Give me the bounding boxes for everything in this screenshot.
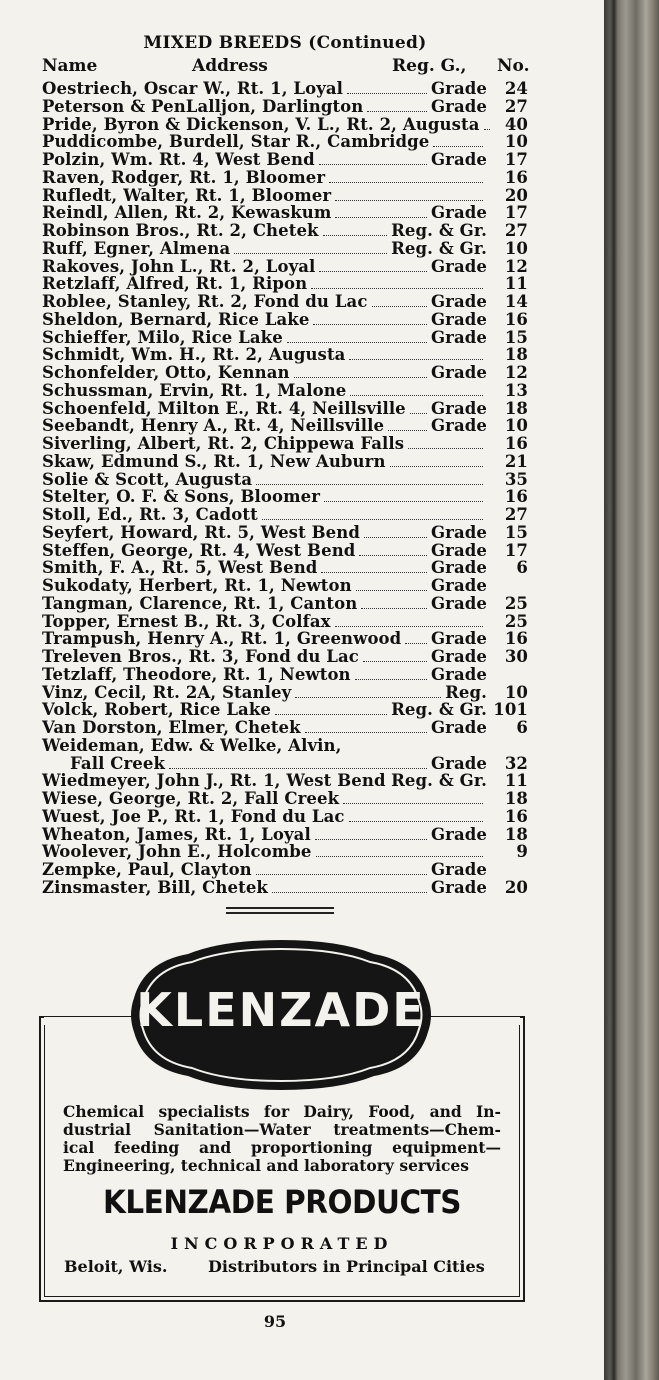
table-row (42, 577, 532, 595)
row-name-address: Retzlaff, Alfred, Rt. 1, Ripon (42, 274, 308, 294)
row-number: 6 (516, 718, 528, 737)
breeder-list (42, 80, 532, 897)
dot-leader (355, 679, 427, 680)
row-name-address: Sheldon, Bernard, Rice Lake (42, 309, 310, 329)
row-registration: Grade (430, 398, 487, 418)
dot-leader (356, 590, 427, 591)
table-row (42, 524, 532, 542)
dot-leader (321, 572, 427, 573)
table-row (42, 116, 532, 134)
table-row (42, 80, 532, 98)
dot-leader (315, 839, 427, 840)
table-row (42, 684, 532, 702)
dot-leader (256, 874, 427, 875)
row-name-address: Rufledt, Walter, Rt. 1, Bloomer (42, 185, 332, 205)
dot-leader (275, 714, 387, 715)
table-row (42, 240, 532, 258)
dot-leader (433, 146, 483, 147)
book-edge (604, 0, 659, 1380)
table-row (42, 346, 532, 364)
table-row (42, 169, 532, 187)
table-row (42, 187, 532, 205)
row-name-address: Solie & Scott, Augusta (42, 469, 253, 489)
ad-description-line: dustrial Sanitation—Water treatments—Chem- (63, 1120, 501, 1139)
row-name-address: Robinson Bros., Rt. 2, Chetek (42, 221, 319, 240)
row-name-address: Smith, F. A., Rt. 5, West Bend (42, 558, 318, 578)
dot-leader (343, 803, 483, 804)
row-name-address: Seyfert, Howard, Rt. 5, West Bend (42, 522, 361, 542)
dot-leader (305, 732, 427, 733)
row-name-address: Van Dorston, Elmer, Chetek (42, 718, 301, 737)
table-row (42, 808, 532, 826)
dot-leader (350, 395, 483, 396)
row-name-address: Schussman, Ervin, Rt. 1, Malone (42, 380, 347, 400)
table-row (42, 364, 532, 382)
table-row (42, 772, 532, 790)
table-row (42, 204, 532, 222)
ad-description-line: Engineering, technical and laboratory services (63, 1156, 470, 1175)
row-number: 15 (504, 522, 528, 542)
row-name-address: Schieffer, Milo, Rice Lake (42, 327, 283, 347)
row-registration: Grade (430, 327, 487, 347)
row-number: 25 (504, 611, 528, 631)
row-registration: Grade (430, 96, 487, 116)
row-number: 9 (516, 842, 528, 862)
row-name-address: Peterson & PenLalljon, Darlington (42, 96, 364, 116)
table-row (42, 737, 532, 755)
table-row (42, 471, 532, 489)
dot-leader (361, 608, 427, 609)
dot-leader (390, 466, 483, 467)
row-registration: Grade (430, 79, 487, 98)
row-registration: Reg. & Gr. (391, 700, 487, 720)
dot-leader (319, 164, 427, 165)
row-name-address: Steffen, George, Rt. 4, West Bend (42, 540, 356, 560)
row-number: 14 (504, 292, 528, 311)
dot-leader (335, 626, 483, 627)
table-row (42, 311, 532, 329)
table-row (42, 382, 532, 400)
row-number: 10 (504, 416, 528, 436)
ad-description-line: Chemical specialists for Dairy, Food, and In- (63, 1102, 501, 1121)
row-name-address: Vinz, Cecil, Rt. 2A, Stanley (42, 682, 292, 702)
row-number: 12 (504, 256, 528, 276)
row-number: 40 (504, 114, 528, 134)
row-number: 11 (504, 274, 528, 294)
row-name-address: Seebandt, Henry A., Rt. 4, Neillsville (42, 416, 385, 436)
row-number: 21 (504, 451, 528, 471)
company-city: Beloit, Wis. (64, 1257, 168, 1276)
table-row (42, 755, 532, 773)
column-header-no: No. (497, 56, 530, 76)
dot-leader (272, 892, 427, 893)
row-registration: Grade (430, 292, 487, 311)
dot-leader (347, 93, 427, 94)
row-number: 101 (493, 700, 528, 720)
row-number: 27 (504, 96, 528, 116)
row-registration: Grade (430, 576, 487, 595)
row-name-address: Stoll, Ed., Rt. 3, Cadott (42, 505, 258, 524)
row-registration: Grade (430, 558, 487, 578)
dot-leader (405, 643, 427, 644)
row-registration: Grade (430, 593, 487, 613)
dot-leader (367, 111, 427, 112)
table-row (42, 400, 532, 418)
row-registration: Grade (430, 150, 487, 169)
dot-leader (364, 537, 427, 538)
row-number: 35 (504, 469, 528, 489)
column-header-address: Address (192, 56, 268, 76)
row-registration: Grade (430, 647, 487, 666)
dot-leader (388, 430, 427, 431)
row-name-address: Volck, Robert, Rice Lake (42, 700, 271, 720)
row-number: 18 (504, 789, 528, 808)
row-number: 17 (504, 540, 528, 560)
row-number: 16 (504, 309, 528, 329)
row-number: 10 (504, 238, 528, 258)
dot-leader (294, 377, 427, 378)
row-name-address: Schmidt, Wm. H., Rt. 2, Augusta (42, 345, 346, 365)
dot-leader (408, 448, 483, 449)
row-number: 32 (504, 753, 528, 773)
table-row (42, 151, 532, 169)
row-number: 17 (504, 203, 528, 223)
row-name-address: Oestriech, Oscar W., Rt. 1, Loyal (42, 79, 344, 98)
column-header-reg: Reg. G., (392, 56, 467, 76)
row-name-address: Topper, Ernest B., Rt. 3, Colfax (42, 611, 331, 631)
table-row (42, 595, 532, 613)
row-registration: Grade (430, 522, 487, 542)
row-name-address: Schoenfeld, Milton E., Rt. 4, Neillsville (42, 398, 406, 418)
row-name-address: Wiedmeyer, John J., Rt. 1, West Bend (42, 771, 386, 791)
table-row (42, 435, 532, 453)
dot-leader (319, 271, 427, 272)
row-name-address: Fall Creek (70, 753, 166, 773)
row-number: 16 (504, 806, 528, 826)
row-number: 20 (504, 185, 528, 205)
table-row (42, 133, 532, 151)
row-number: 12 (504, 363, 528, 382)
dot-leader (316, 856, 484, 857)
row-registration: Reg. & Gr. (391, 221, 487, 240)
row-name-address: Weideman, Edw. & Welke, Alvin, (42, 735, 342, 755)
row-name-address: Zempke, Paul, Clayton (42, 860, 252, 879)
row-name-address: Tetzlaff, Theodore, Rt. 1, Newton (42, 664, 351, 684)
row-name-address: Schonfelder, Otto, Kennan (42, 363, 290, 382)
dot-leader (410, 413, 427, 414)
table-row (42, 222, 532, 240)
row-name-address: Wuest, Joe P., Rt. 1, Fond du Lac (42, 806, 345, 826)
row-name-address: Puddicombe, Burdell, Star R., Cambridge (42, 132, 430, 152)
dot-leader (287, 342, 427, 343)
row-number: 18 (504, 824, 528, 844)
row-name-address: Pride, Byron & Dickenson, V. L., Rt. 2, Augusta (42, 114, 480, 134)
dot-leader (311, 288, 483, 289)
row-name-address: Woolever, John E., Holcombe (42, 842, 312, 862)
row-name-address: Reindl, Allen, Rt. 2, Kewaskum (42, 203, 332, 223)
table-row (42, 790, 532, 808)
table-row (42, 453, 532, 471)
row-name-address: Wheaton, James, Rt. 1, Loyal (42, 824, 311, 844)
row-name-address: Zinsmaster, Bill, Chetek (42, 877, 268, 897)
row-name-address: Roblee, Stanley, Rt. 2, Fond du Lac (42, 292, 368, 311)
row-registration: Grade (430, 877, 487, 897)
advertisement-description (63, 1103, 501, 1175)
row-name-address: Siverling, Albert, Rt. 2, Chippewa Falls (42, 434, 405, 453)
row-number: 16 (504, 434, 528, 453)
row-number: 10 (504, 132, 528, 152)
dot-leader (169, 768, 427, 769)
dot-leader (349, 821, 483, 822)
dot-leader (324, 501, 483, 502)
brand-name: KLENZADE PRODUCTS (103, 1183, 461, 1221)
row-registration: Grade (430, 718, 487, 737)
row-registration: Grade (430, 753, 487, 773)
incorporated-label: INCORPORATED (170, 1234, 394, 1253)
dot-leader (295, 697, 441, 698)
row-number: 16 (504, 487, 528, 507)
table-row (42, 329, 532, 347)
row-registration: Grade (430, 540, 487, 560)
dot-leader (262, 519, 483, 520)
dot-leader (256, 484, 483, 485)
row-registration: Grade (430, 824, 487, 844)
dot-leader (359, 555, 427, 556)
row-number: 13 (504, 380, 528, 400)
row-number: 17 (504, 150, 528, 169)
row-number: 11 (504, 771, 528, 791)
distributors-note: Distributors in Principal Cities (208, 1257, 485, 1276)
row-registration: Grade (430, 256, 487, 276)
table-row (42, 826, 532, 844)
row-number: 15 (504, 327, 528, 347)
dot-leader (372, 306, 427, 307)
table-row (42, 666, 532, 684)
page-number: 95 (263, 1312, 287, 1331)
row-registration: Grade (430, 416, 487, 436)
divider-rule-bottom (226, 912, 334, 914)
row-registration: Reg. (445, 682, 487, 702)
row-name-address: Trampush, Henry A., Rt. 1, Greenwood (42, 629, 402, 649)
row-registration: Reg. & Gr. (391, 771, 487, 791)
dot-leader (363, 661, 427, 662)
table-row (42, 559, 532, 577)
row-name-address: Polzin, Wm. Rt. 4, West Bend (42, 150, 315, 169)
row-name-address: Skaw, Edmund S., Rt. 1, New Auburn (42, 451, 386, 471)
row-name-address: Stelter, O. F. & Sons, Bloomer (42, 487, 321, 507)
table-row (42, 488, 532, 506)
row-number: 10 (504, 682, 528, 702)
table-row (42, 630, 532, 648)
row-name-address: Rakoves, John L., Rt. 2, Loyal (42, 256, 316, 276)
klenzade-logo-text: KLENZADE (136, 983, 426, 1037)
ad-description-line: ical feeding and proportioning equipment— (63, 1138, 501, 1157)
table-row (42, 506, 532, 524)
dot-leader (313, 324, 427, 325)
section-heading: MIXED BREEDS (Continued) (143, 33, 427, 53)
dot-leader (349, 359, 483, 360)
row-name-address: Tangman, Clarence, Rt. 1, Canton (42, 593, 358, 613)
table-row (42, 258, 532, 276)
row-number: 24 (504, 79, 528, 98)
dot-leader (323, 235, 388, 236)
table-row (42, 613, 532, 631)
column-header-name: Name (42, 56, 98, 76)
row-registration: Grade (430, 860, 487, 879)
table-row (42, 843, 532, 861)
row-number: 27 (504, 505, 528, 524)
table-row (42, 98, 532, 116)
row-registration: Grade (430, 363, 487, 382)
row-number: 16 (504, 629, 528, 649)
row-number: 25 (504, 593, 528, 613)
row-registration: Grade (430, 203, 487, 223)
table-row (42, 648, 532, 666)
table-row (42, 275, 532, 293)
row-number: 18 (504, 398, 528, 418)
table-row (42, 719, 532, 737)
dot-leader (234, 253, 387, 254)
row-name-address: Raven, Rodger, Rt. 1, Bloomer (42, 167, 326, 187)
row-name-address: Ruff, Egner, Almena (42, 238, 231, 258)
row-name-address: Sukodaty, Herbert, Rt. 1, Newton (42, 576, 352, 595)
row-registration: Grade (430, 664, 487, 684)
row-registration: Grade (430, 309, 487, 329)
row-number: 6 (516, 558, 528, 578)
row-number: 20 (504, 877, 528, 897)
row-name-address: Treleven Bros., Rt. 3, Fond du Lac (42, 647, 359, 666)
table-row (42, 417, 532, 435)
table-row (42, 701, 532, 719)
table-row (42, 542, 532, 560)
row-registration: Reg. & Gr. (391, 238, 487, 258)
table-row (42, 861, 532, 879)
dot-leader (335, 217, 427, 218)
table-row (42, 879, 532, 897)
divider-rule-top (226, 907, 334, 909)
row-number: 30 (504, 647, 528, 666)
row-number: 27 (504, 221, 528, 240)
dot-leader (335, 200, 483, 201)
table-row (42, 293, 532, 311)
row-registration: Grade (430, 629, 487, 649)
row-number: 16 (504, 167, 528, 187)
row-name-address: Wiese, George, Rt. 2, Fall Creek (42, 789, 340, 808)
row-number: 18 (504, 345, 528, 365)
dot-leader (329, 182, 483, 183)
